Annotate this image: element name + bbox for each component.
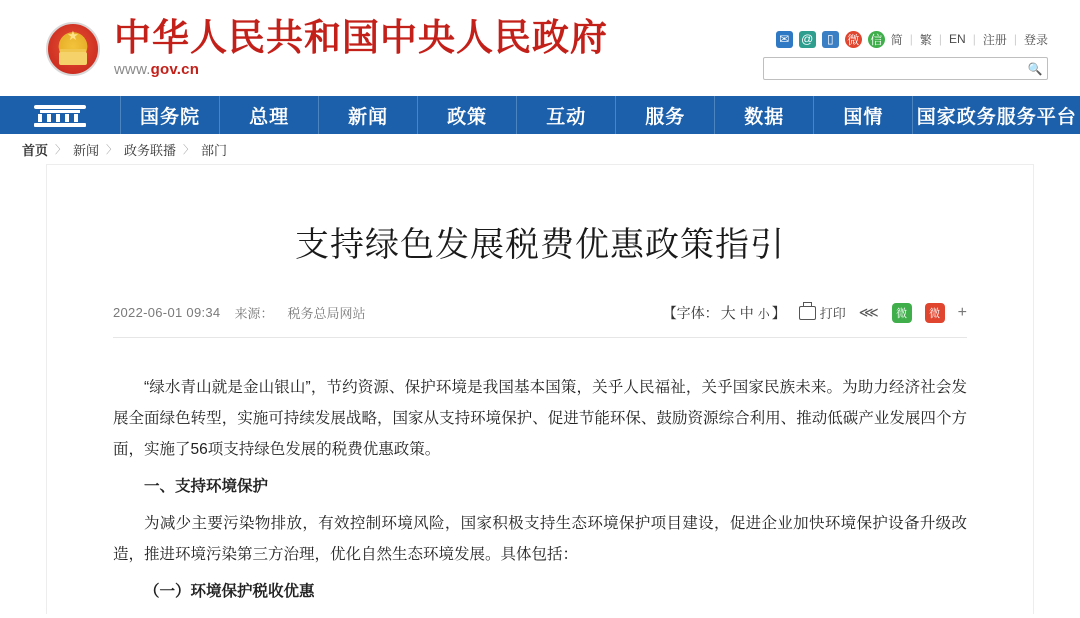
search-input[interactable] xyxy=(764,59,1023,78)
article-inner xyxy=(47,165,1033,607)
separator: | xyxy=(938,32,943,46)
separator: | xyxy=(1013,32,1017,46)
nav-item-zongli[interactable]: 总理 xyxy=(219,96,318,134)
lang-simplified-link[interactable]: 简 xyxy=(890,32,903,47)
site-url-domain: gov.cn xyxy=(150,60,200,78)
site-title: 中华人民共和国中央人民政府 xyxy=(114,18,608,59)
nav-item-xinwen[interactable]: 新闻 xyxy=(318,96,417,134)
share-more-icon[interactable]: + xyxy=(957,303,967,321)
breadcrumb-item-home[interactable]: 首页 xyxy=(22,142,49,158)
article-paragraph: 为减少主要污染物排放，有效控制环境风险，国家积极支持生态环境保护项目建设，促进企业加快环境保护设备升级改造，推进环境污染第三方治理，优化自然生态环境发展。具体包括： xyxy=(113,515,967,563)
page-title: 支持绿色发展税费优惠政策指引 xyxy=(295,226,785,264)
article-paragraph: “绿水青山就是金山银山”，节约资源、保护环境是我国基本国策，关乎人民福祉，关乎国家民族未来。为助力经济社会发展全面绿色转型，实施可持续发展战略，国家从支持环境保护、促进节能环保、鼓励资源综合利用、推动低碳产业发展四个方面，实施了56项支持绿色发展的税费优惠政策。 xyxy=(113,379,967,458)
nav-item-government-service-platform[interactable]: 国家政务服务平台 xyxy=(912,96,1080,134)
print-button[interactable] xyxy=(799,303,846,322)
breadcrumb-item-department[interactable]: 部门 xyxy=(201,142,228,158)
separator: | xyxy=(909,32,913,46)
publish-date: 2022-06-01 09:34 xyxy=(113,305,221,320)
breadcrumb-separator: 〉 xyxy=(55,144,67,156)
main-nav xyxy=(0,96,1080,134)
article-body xyxy=(113,372,967,607)
font-size-suffix: 】 xyxy=(771,305,786,321)
article-meta-right xyxy=(663,302,967,323)
search-icon[interactable]: 🔍 xyxy=(1027,61,1043,76)
share-icon[interactable]: ⋘ xyxy=(858,304,879,320)
nav-item-shuju[interactable]: 数据 xyxy=(714,96,813,134)
gov-building-icon xyxy=(34,103,86,127)
source-name: 税务总局网站 xyxy=(287,306,366,321)
register-link[interactable]: 注册 xyxy=(982,32,1007,47)
breadcrumb xyxy=(0,134,1080,164)
wechat-icon[interactable]: 信 xyxy=(868,31,885,48)
nav-home-button[interactable] xyxy=(0,96,120,134)
mobile-icon[interactable]: ▯ xyxy=(822,31,839,48)
nav-item-guowuyuan[interactable]: 国务院 xyxy=(120,96,219,134)
source-label: 来源： xyxy=(234,306,274,321)
print-label: 打印 xyxy=(819,306,846,321)
article-meta-row xyxy=(113,302,967,338)
font-size-prefix: 【字体： xyxy=(662,305,719,321)
header-utility-area xyxy=(763,28,1048,80)
breadcrumb-item-news[interactable]: 新闻 xyxy=(73,142,100,158)
login-link[interactable]: 登录 xyxy=(1023,32,1048,47)
site-header xyxy=(0,0,1080,96)
nav-item-guoqing[interactable]: 国情 xyxy=(813,96,912,134)
at-icon[interactable]: @ xyxy=(799,31,816,48)
share-wechat-icon[interactable]: 微 xyxy=(892,303,912,323)
font-size-large[interactable]: 大 xyxy=(720,305,736,322)
lang-traditional-link[interactable]: 繁 xyxy=(919,32,932,47)
printer-icon xyxy=(799,306,816,320)
font-size-small[interactable]: 小 xyxy=(757,307,770,321)
mail-icon[interactable]: ✉ xyxy=(776,31,793,48)
weibo-icon[interactable]: 微 xyxy=(845,31,862,48)
article-meta-left xyxy=(113,303,365,322)
separator: | xyxy=(972,32,976,46)
breadcrumb-item-govbroadcast[interactable]: 政务联播 xyxy=(124,142,177,158)
site-title-block xyxy=(114,20,608,78)
font-size-control[interactable] xyxy=(663,302,786,323)
site-logo-block[interactable] xyxy=(46,20,608,78)
site-url xyxy=(114,61,608,78)
article-section-heading: 一、支持环境保护 xyxy=(144,478,269,495)
article-subsection-heading: （一）环境保护税收优惠 xyxy=(144,583,315,600)
national-emblem-icon xyxy=(46,22,100,76)
search-box[interactable] xyxy=(763,57,1048,80)
breadcrumb-separator: 〉 xyxy=(183,144,195,156)
font-size-medium[interactable]: 中 xyxy=(739,305,754,321)
breadcrumb-separator: 〉 xyxy=(106,144,118,156)
nav-item-zhengce[interactable]: 政策 xyxy=(417,96,516,134)
share-weibo-icon[interactable]: 微 xyxy=(925,303,945,323)
nav-item-fuwu[interactable]: 服务 xyxy=(615,96,714,134)
site-url-www: www. xyxy=(114,60,151,78)
article-panel xyxy=(46,164,1034,614)
header-utility-row xyxy=(763,28,1048,50)
nav-item-hudong[interactable]: 互动 xyxy=(516,96,615,134)
lang-english-link[interactable]: EN xyxy=(949,32,966,46)
